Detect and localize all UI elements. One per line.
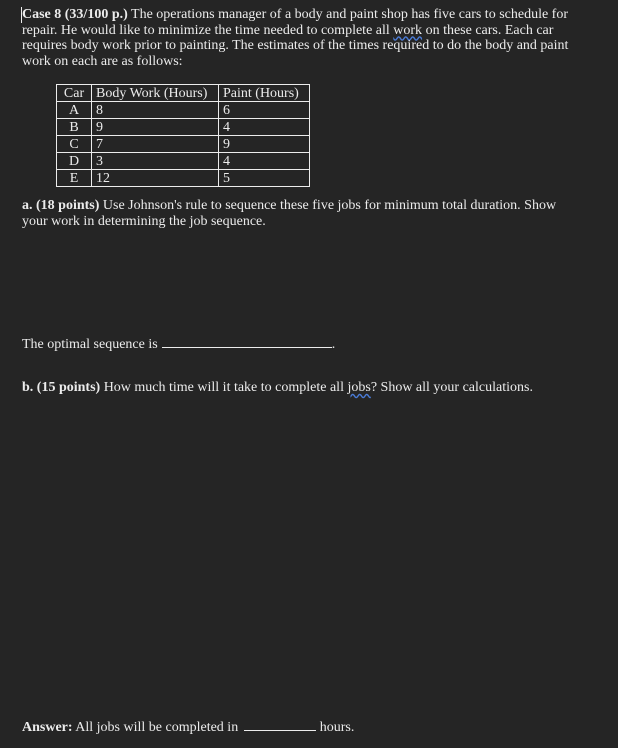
table-row — [57, 170, 310, 187]
answer-line — [22, 717, 577, 736]
sequence-end-period: . — [331, 337, 336, 352]
cell-paint-hours: 4 — [219, 153, 310, 170]
sequence-line — [22, 334, 577, 353]
table-row — [57, 119, 310, 136]
answer-label: Answer: — [22, 720, 73, 735]
cell-car: E — [57, 170, 92, 187]
intro-text-2: on these cars. Each car requires body work prior to painting. The estimates of the times required to do the body and paint work on each are as follows: — [22, 22, 569, 69]
question-a-label: a. (18 points) — [22, 198, 100, 213]
spellcheck-word-work[interactable]: work — [393, 22, 423, 38]
cell-car: D — [57, 153, 92, 170]
cell-paint-hours: 9 — [219, 136, 310, 153]
intro-text-1: The operations manager of a body and paint shop has five cars to schedule for repair. He would like to minimize the time needed to complete all — [22, 7, 568, 38]
cell-paint-hours: 6 — [219, 102, 310, 119]
cell-paint-hours: 4 — [219, 119, 310, 136]
question-b — [22, 380, 577, 396]
answer-text: All jobs will be completed in — [72, 720, 242, 735]
header-paint: Paint (Hours) — [219, 85, 310, 102]
cell-car: C — [57, 136, 92, 153]
question-b-text-2: ? Show all your calculations. — [370, 380, 533, 395]
table-row — [57, 153, 310, 170]
table-header-row — [57, 85, 310, 102]
hours-answer-blank[interactable] — [244, 717, 316, 731]
cell-body-hours: 3 — [92, 153, 219, 170]
question-b-text-1: How much time will it take to complete all — [100, 380, 348, 395]
cell-body-hours: 7 — [92, 136, 219, 153]
cell-body-hours: 8 — [92, 102, 219, 119]
sequence-label: The optimal sequence is — [22, 337, 158, 352]
cell-car: A — [57, 102, 92, 119]
question-b-label: b. (15 points) — [22, 380, 101, 395]
answer-unit: hours. — [319, 720, 355, 735]
job-times-table — [56, 84, 310, 187]
table-row — [57, 102, 310, 119]
header-car: Car — [57, 85, 92, 102]
cell-car: B — [57, 119, 92, 136]
header-body-work: Body Work (Hours) — [92, 85, 219, 102]
spellcheck-word-jobs[interactable]: jobs — [347, 380, 371, 395]
sequence-answer-blank[interactable] — [162, 334, 332, 348]
cell-body-hours: 12 — [92, 170, 219, 187]
question-a-text: Use Johnson's rule to sequence these five jobs for minimum total duration. Show your work in determining the job sequence. — [22, 198, 557, 229]
cell-paint-hours: 5 — [219, 170, 310, 187]
question-a — [22, 198, 577, 229]
case-intro — [22, 7, 577, 69]
case-heading: Case 8 (33/100 p.) — [22, 7, 128, 22]
table-row — [57, 136, 310, 153]
cell-body-hours: 9 — [92, 119, 219, 136]
